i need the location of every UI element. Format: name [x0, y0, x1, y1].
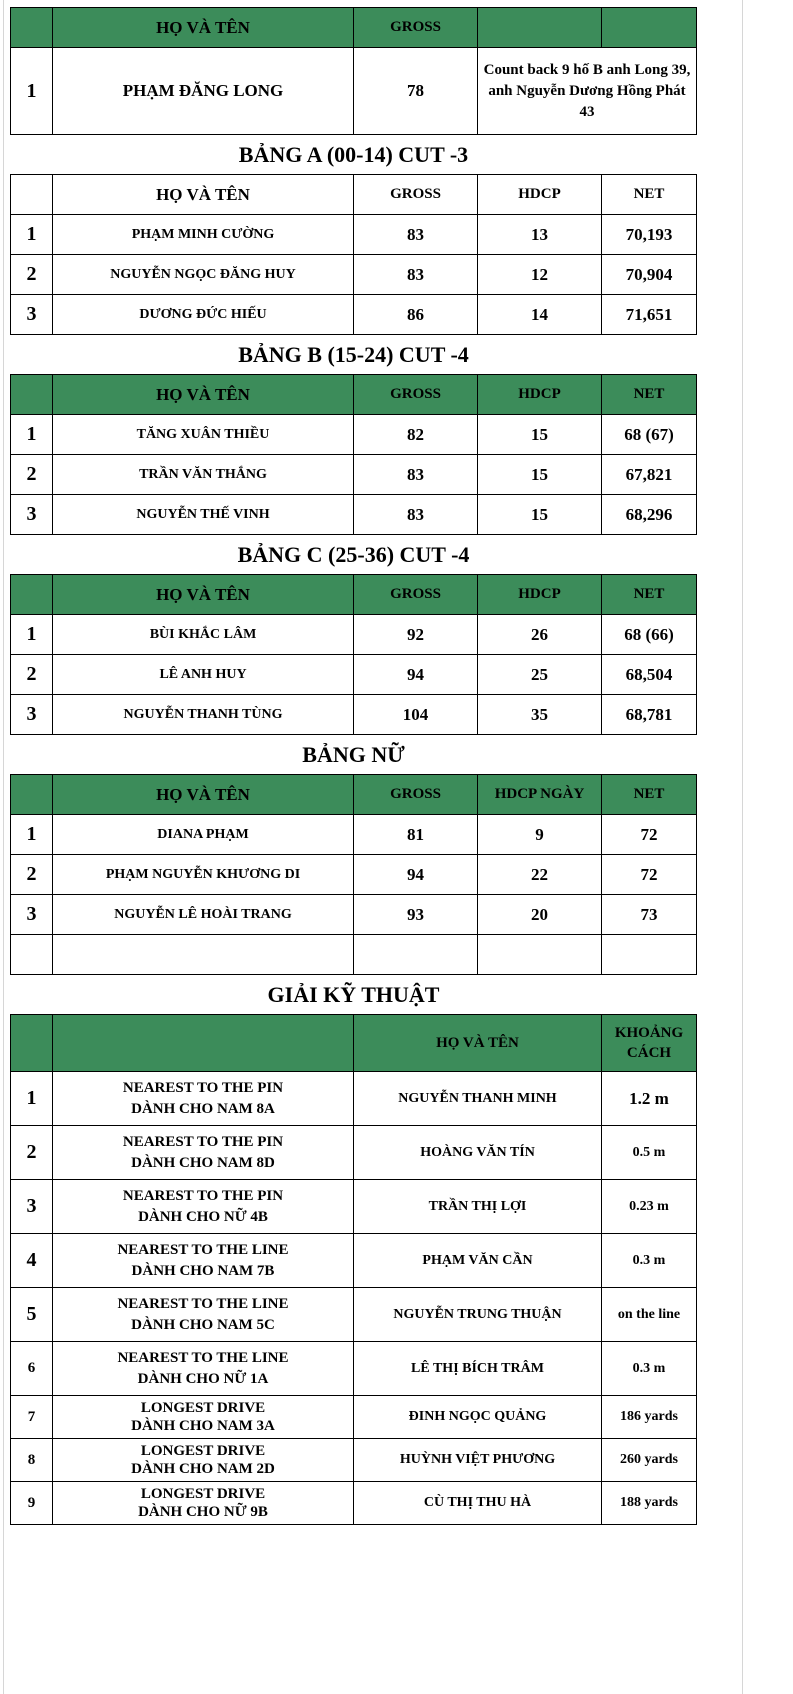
gross-value: 83 [354, 255, 478, 295]
distance-value: 1.2 m [602, 1072, 697, 1126]
hdcp-value: 13 [478, 215, 602, 255]
hdcp-value: 9 [478, 815, 602, 855]
header-empty [602, 8, 697, 48]
technical-row [11, 1126, 697, 1180]
rank-cell: 3 [11, 1180, 53, 1234]
player-name: NGUYỄN LÊ HOÀI TRANG [53, 895, 354, 935]
award-cell [53, 1396, 354, 1439]
gross-value: 83 [354, 495, 478, 535]
award-hole: DÀNH CHO NỮ 1A [137, 1370, 269, 1387]
header-hdcp: HDCP [478, 575, 602, 615]
award-cell [53, 1180, 354, 1234]
header-empty [478, 8, 602, 48]
header-name: HỌ VÀ TÊN [53, 8, 354, 48]
award-cell [53, 1439, 354, 1482]
player-name: TRẦN VĂN THẮNG [53, 455, 354, 495]
header-distance-line: CÁCH [626, 1045, 672, 1061]
table-row [11, 895, 697, 935]
header-name: HỌ VÀ TÊN [53, 775, 354, 815]
group-header-row [11, 375, 697, 415]
rank-cell: 3 [11, 495, 53, 535]
award-cell [53, 1072, 354, 1126]
header-gross: GROSS [354, 8, 478, 48]
hdcp-value: 35 [478, 695, 602, 735]
hdcp-value: 15 [478, 415, 602, 455]
player-name: LÊ ANH HUY [53, 655, 354, 695]
award-type: NEAREST TO THE LINE [117, 1241, 289, 1258]
header-gross: GROSS [354, 575, 478, 615]
player-name: DƯƠNG ĐỨC HIẾU [53, 295, 354, 335]
empty-cell [478, 935, 602, 975]
overall-header-row [11, 8, 697, 48]
sheet-gridline [3, 0, 4, 1694]
technical-header-row [11, 1015, 697, 1072]
hdcp-value: 22 [478, 855, 602, 895]
gross-value: 81 [354, 815, 478, 855]
rank-cell: 1 [11, 215, 53, 255]
winner-name: NGUYỄN THANH MINH [354, 1072, 602, 1126]
rank-cell: 6 [11, 1342, 53, 1396]
rank-cell: 9 [11, 1482, 53, 1525]
winner-name: HOÀNG VĂN TÍN [354, 1126, 602, 1180]
award-hole: DÀNH CHO NỮ 9B [138, 1504, 268, 1520]
group-title: BẢNG B (15-24) CUT -4 [11, 335, 697, 375]
group-title: BẢNG A (00-14) CUT -3 [11, 135, 697, 175]
distance-value: 188 yards [602, 1482, 697, 1525]
rank-cell: 1 [11, 415, 53, 455]
empty-cell [354, 935, 478, 975]
empty-row [11, 935, 697, 975]
header-name: HỌ VÀ TÊN [53, 175, 354, 215]
player-name: PHẠM ĐĂNG LONG [53, 48, 354, 135]
net-value: 67,821 [602, 455, 697, 495]
rank-cell: 1 [11, 48, 53, 135]
table-row [11, 815, 697, 855]
group-header-row [11, 575, 697, 615]
award-type: LONGEST DRIVE [140, 1443, 266, 1459]
distance-value: 260 yards [602, 1439, 697, 1482]
award-cell [53, 1342, 354, 1396]
distance-value: 0.5 m [602, 1126, 697, 1180]
rank-cell: 1 [11, 615, 53, 655]
technical-row [11, 1439, 697, 1482]
overall-row [11, 48, 697, 135]
results-sheet [10, 7, 696, 1525]
technical-row [11, 1396, 697, 1439]
winner-name: HUỲNH VIỆT PHƯƠNG [354, 1439, 602, 1482]
award-hole: DÀNH CHO NAM 7B [131, 1262, 275, 1279]
award-type: NEAREST TO THE LINE [117, 1295, 289, 1312]
header-name: HỌ VÀ TÊN [354, 1015, 602, 1072]
net-value: 68 (67) [602, 415, 697, 455]
hdcp-value: 26 [478, 615, 602, 655]
net-value: 68,296 [602, 495, 697, 535]
rank-cell: 4 [11, 1234, 53, 1288]
hdcp-value: 15 [478, 495, 602, 535]
winner-name: ĐINH NGỌC QUẢNG [354, 1396, 602, 1439]
award-type: NEAREST TO THE PIN [122, 1133, 284, 1150]
table-row [11, 295, 697, 335]
empty-cell [53, 935, 354, 975]
gross-value: 82 [354, 415, 478, 455]
rank-cell: 5 [11, 1288, 53, 1342]
award-type: NEAREST TO THE PIN [122, 1079, 284, 1096]
group-title-row [11, 735, 697, 775]
countback-note [478, 48, 697, 135]
header-hdcp: HDCP [478, 375, 602, 415]
player-name: NGUYỄN THANH TÙNG [53, 695, 354, 735]
rank-cell: 3 [11, 295, 53, 335]
group-title: BẢNG C (25-36) CUT -4 [11, 535, 697, 575]
gross-value: 86 [354, 295, 478, 335]
header-net: NET [602, 575, 697, 615]
award-hole: DÀNH CHO NAM 3A [131, 1418, 275, 1434]
technical-row [11, 1234, 697, 1288]
winner-name: PHẠM VĂN CẦN [354, 1234, 602, 1288]
header-rank-cell [11, 8, 53, 48]
header-name: HỌ VÀ TÊN [53, 575, 354, 615]
gross-value: 78 [354, 48, 478, 135]
player-name: NGUYỄN NGỌC ĐĂNG HUY [53, 255, 354, 295]
winner-name: CÙ THỊ THU HÀ [354, 1482, 602, 1525]
header-net: NET [602, 775, 697, 815]
technical-row [11, 1180, 697, 1234]
award-hole: DÀNH CHO NAM 5C [131, 1316, 275, 1333]
table-row [11, 855, 697, 895]
rank-cell: 3 [11, 895, 53, 935]
table-row [11, 215, 697, 255]
hdcp-value: 15 [478, 455, 602, 495]
net-value: 68,781 [602, 695, 697, 735]
distance-value: 0.23 m [602, 1180, 697, 1234]
note-line: anh Nguyễn Dương Hồng Phát 43 [488, 82, 686, 120]
player-name: DIANA PHẠM [53, 815, 354, 855]
distance-value: 0.3 m [602, 1234, 697, 1288]
net-value: 72 [602, 815, 697, 855]
rank-cell: 2 [11, 455, 53, 495]
distance-value: 0.3 m [602, 1342, 697, 1396]
gross-value: 94 [354, 655, 478, 695]
hdcp-value: 20 [478, 895, 602, 935]
header-distance [602, 1015, 697, 1072]
table-row [11, 255, 697, 295]
player-name: TĂNG XUÂN THIỀU [53, 415, 354, 455]
award-type: NEAREST TO THE PIN [122, 1187, 284, 1204]
table-row [11, 415, 697, 455]
award-cell [53, 1482, 354, 1525]
technical-row [11, 1482, 697, 1525]
award-type: LONGEST DRIVE [140, 1400, 266, 1416]
rank-cell: 3 [11, 695, 53, 735]
header-net: NET [602, 175, 697, 215]
header-hdcp: HDCP [478, 175, 602, 215]
gross-value: 83 [354, 215, 478, 255]
header-rank-cell [11, 575, 53, 615]
gross-value: 93 [354, 895, 478, 935]
award-hole: DÀNH CHO NAM 8A [131, 1100, 275, 1117]
award-type: NEAREST TO THE LINE [117, 1349, 289, 1366]
rank-cell: 2 [11, 1126, 53, 1180]
player-name: BÙI KHẮC LÂM [53, 615, 354, 655]
rank-cell: 2 [11, 255, 53, 295]
header-rank-cell [11, 775, 53, 815]
header-gross: GROSS [354, 375, 478, 415]
empty-cell [602, 935, 697, 975]
header-gross: GROSS [354, 775, 478, 815]
group-header-row [11, 775, 697, 815]
award-hole: DÀNH CHO NỮ 4B [138, 1208, 268, 1225]
rank-cell: 1 [11, 1072, 53, 1126]
distance-value: on the line [602, 1288, 697, 1342]
rank-cell: 7 [11, 1396, 53, 1439]
technical-row [11, 1072, 697, 1126]
sheet-gridline [742, 0, 743, 1694]
header-gross: GROSS [354, 175, 478, 215]
group-header-row [11, 175, 697, 215]
hdcp-value: 14 [478, 295, 602, 335]
table-row [11, 455, 697, 495]
header-rank-cell [11, 1015, 53, 1072]
rank-cell: 8 [11, 1439, 53, 1482]
gross-value: 104 [354, 695, 478, 735]
group-title-row [11, 535, 697, 575]
header-rank-cell [11, 175, 53, 215]
gross-value: 83 [354, 455, 478, 495]
table-row [11, 495, 697, 535]
technical-row [11, 1288, 697, 1342]
rank-cell: 2 [11, 655, 53, 695]
net-value: 71,651 [602, 295, 697, 335]
player-name: PHẠM NGUYỄN KHƯƠNG DI [53, 855, 354, 895]
net-value: 68 (66) [602, 615, 697, 655]
technical-title-row [11, 975, 697, 1015]
award-hole: DÀNH CHO NAM 8D [131, 1154, 275, 1171]
technical-title: GIẢI KỸ THUẬT [11, 975, 697, 1015]
gross-value: 94 [354, 855, 478, 895]
table-row [11, 615, 697, 655]
table-row [11, 655, 697, 695]
rank-cell: 2 [11, 855, 53, 895]
distance-value: 186 yards [602, 1396, 697, 1439]
winner-name: NGUYỄN TRUNG THUẬN [354, 1288, 602, 1342]
group-title: BẢNG NỮ [11, 735, 697, 775]
net-value: 68,504 [602, 655, 697, 695]
winner-name: TRẦN THỊ LỢI [354, 1180, 602, 1234]
group-title-row [11, 135, 697, 175]
header-distance-line: KHOẢNG [614, 1025, 684, 1041]
winner-name: LÊ THỊ BÍCH TRÂM [354, 1342, 602, 1396]
table-row [11, 695, 697, 735]
empty-cell [11, 935, 53, 975]
hdcp-value: 25 [478, 655, 602, 695]
header-award-cell [53, 1015, 354, 1072]
player-name: PHẠM MINH CƯỜNG [53, 215, 354, 255]
header-name: HỌ VÀ TÊN [53, 375, 354, 415]
award-cell [53, 1288, 354, 1342]
group-title-row [11, 335, 697, 375]
net-value: 73 [602, 895, 697, 935]
net-value: 70,904 [602, 255, 697, 295]
award-hole: DÀNH CHO NAM 2D [131, 1461, 275, 1477]
gross-value: 92 [354, 615, 478, 655]
award-cell [53, 1126, 354, 1180]
net-value: 70,193 [602, 215, 697, 255]
note-line: Count back 9 hố B anh Long 39, [483, 61, 691, 78]
header-rank-cell [11, 375, 53, 415]
hdcp-value: 12 [478, 255, 602, 295]
rank-cell: 1 [11, 815, 53, 855]
results-table [10, 7, 697, 1525]
award-cell [53, 1234, 354, 1288]
technical-row [11, 1342, 697, 1396]
player-name: NGUYỄN THẾ VINH [53, 495, 354, 535]
header-net: NET [602, 375, 697, 415]
header-hdcp: HDCP NGÀY [478, 775, 602, 815]
net-value: 72 [602, 855, 697, 895]
award-type: LONGEST DRIVE [140, 1486, 266, 1502]
